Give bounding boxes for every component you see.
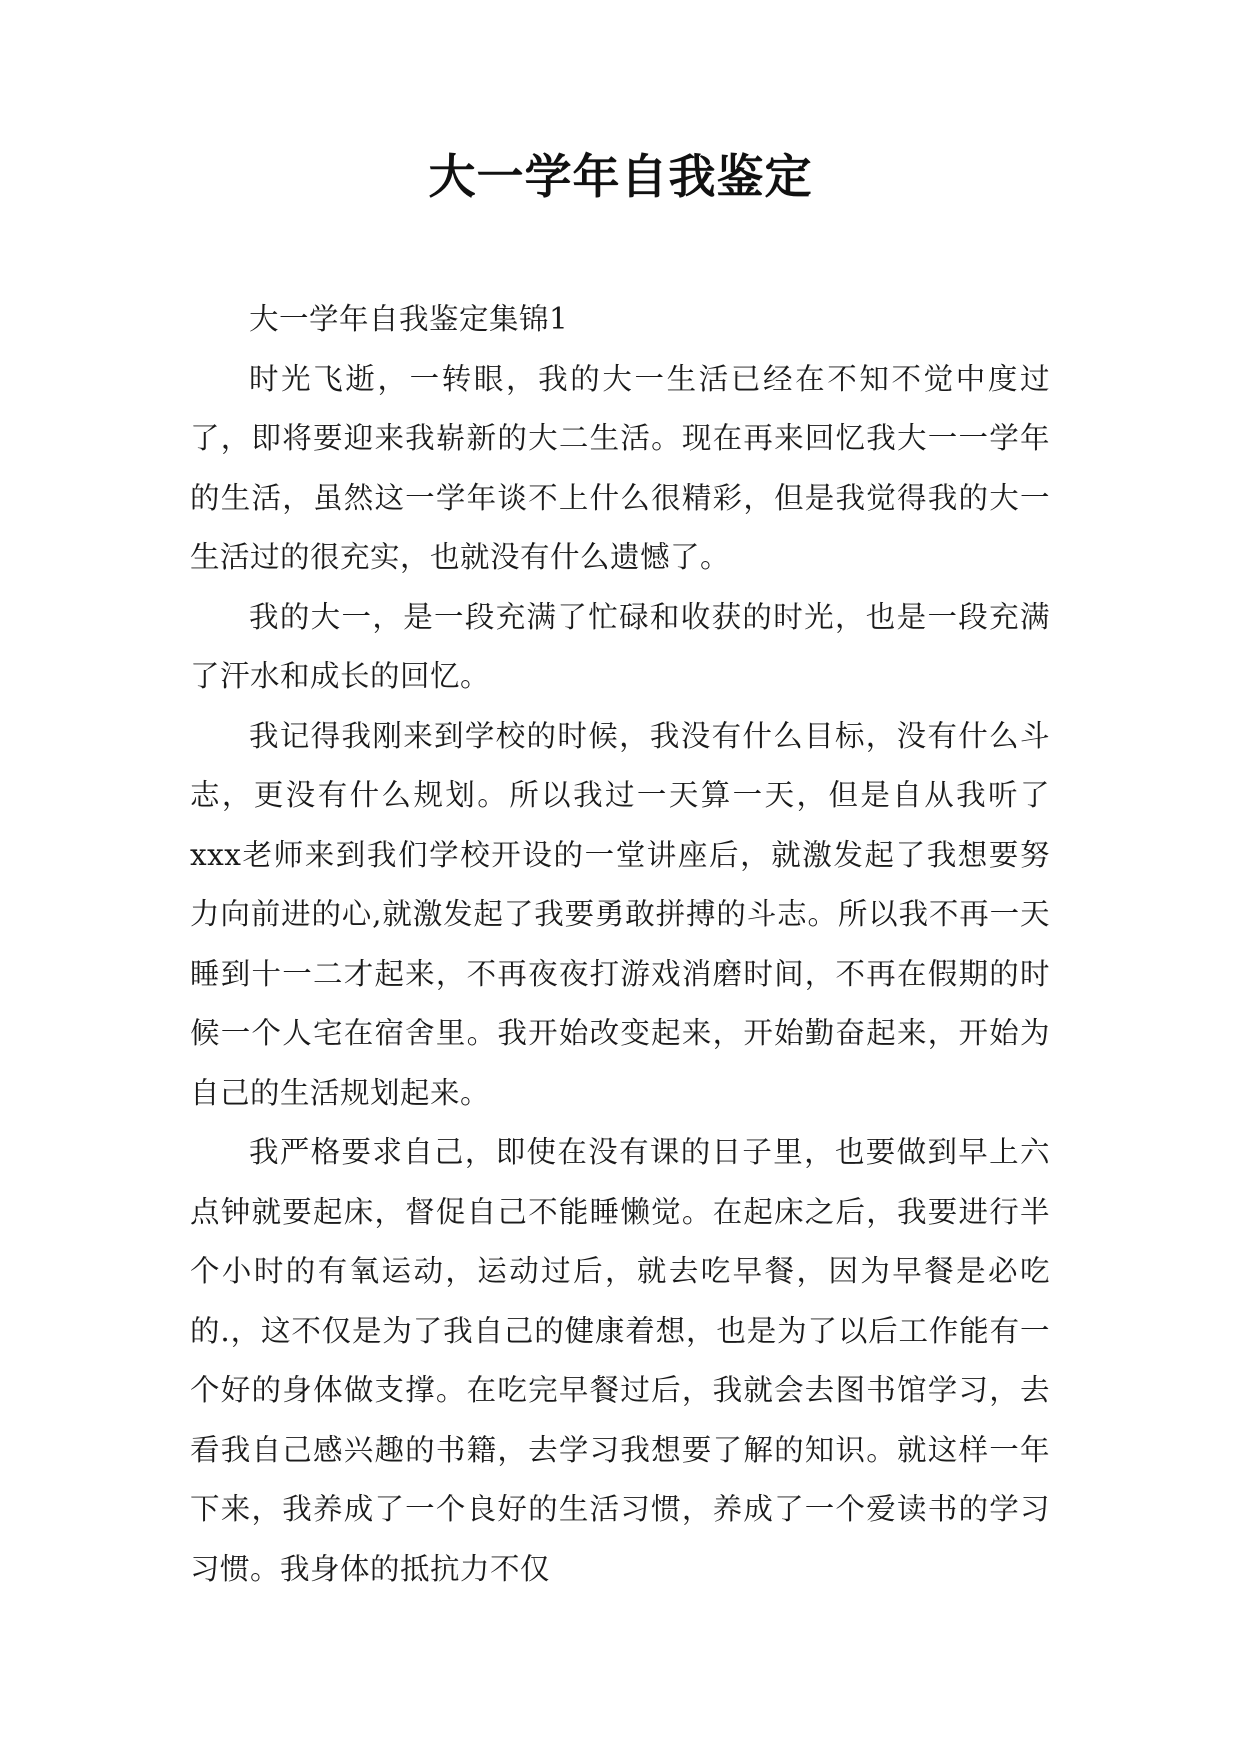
- document-title: 大一学年自我鉴定: [428, 150, 813, 205]
- document-body: [190, 290, 1050, 1599]
- section-heading: 大一学年自我鉴定集锦1: [249, 302, 569, 336]
- paragraph: 我记得我刚来到学校的时候，我没有什么目标，没有什么斗志，更没有什么规划。所以我过一天算一天，但是自从我听了xxx老师来到我们学校开设的一堂讲座后，就激发起了我想要努力向前进的心,就激发起了我要勇敢拼搏的斗志。所以我不再一天睡到十一二才起来，不再夜夜打游戏消磨时间，不再在假期的时候一个人宅在宿舍里。我开始改变起来，开始勤奋起来，开始为自己的生活规划起来。: [190, 718, 1050, 1110]
- paragraph: 时光飞逝，一转眼，我的大一生活已经在不知不觉中度过了，即将要迎来我崭新的大二生活。现在再来回忆我大一一学年的生活，虽然这一学年谈不上什么很精彩，但是我觉得我的大一生活过的很充实，也就没有什么遗憾了。: [190, 361, 1050, 574]
- paragraph: 我的大一，是一段充满了忙碌和收获的时光，也是一段充满了汗水和成长的回忆。: [190, 599, 1050, 693]
- paragraph: 我严格要求自己，即使在没有课的日子里，也要做到早上六点钟就要起床，督促自己不能睡懒觉。在起床之后，我要进行半个小时的有氧运动，运动过后，就去吃早餐，因为早餐是必吃的.，这不仅是为了我自己的健康着想，也是为了以后工作能有一个好的身体做支撑。在吃完早餐过后，我就会去图书馆学习，去看我自己感兴趣的书籍，去学习我想要了解的知识。就这样一年下来，我养成了一个良好的生活习惯，养成了一个爱读书的学习习惯。我身体的抵抗力不仅: [190, 1135, 1050, 1586]
